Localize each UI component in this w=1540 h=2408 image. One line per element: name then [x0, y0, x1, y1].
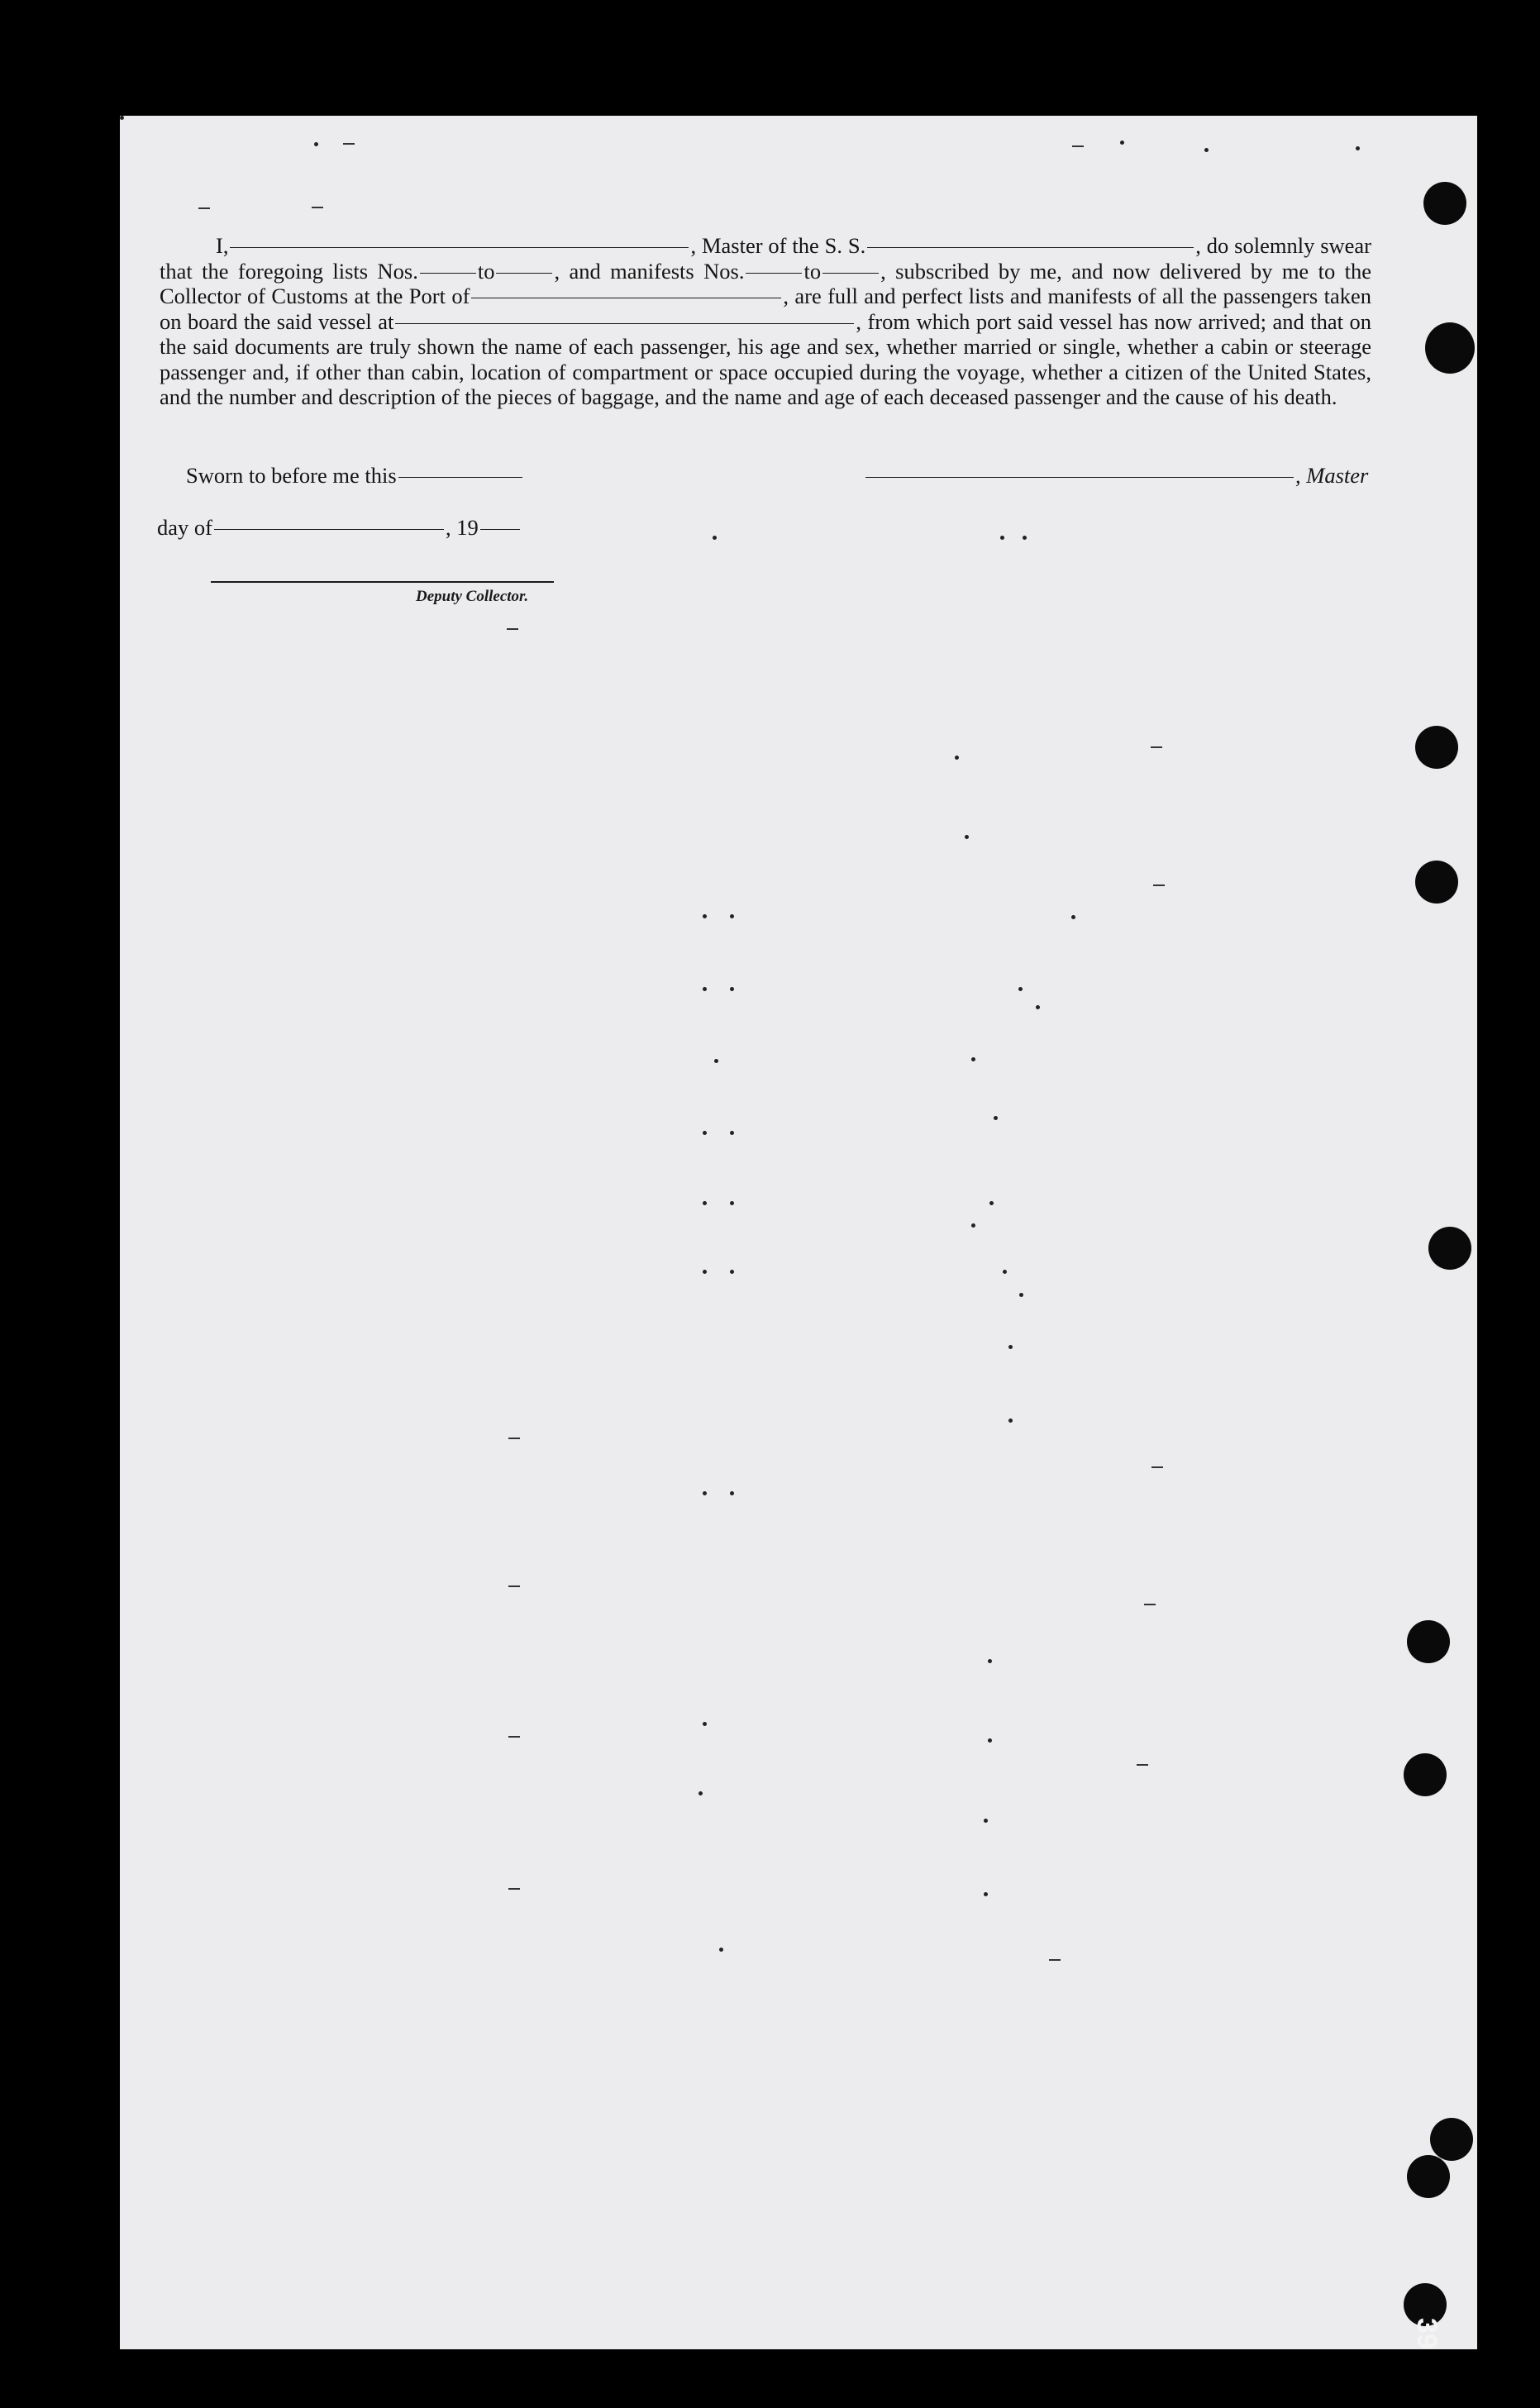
master-name-field[interactable]	[230, 246, 689, 248]
punch-hole-icon	[1423, 182, 1466, 225]
sworn-label: Sworn to before me this	[186, 463, 397, 488]
speck	[698, 1791, 703, 1795]
speck	[703, 1270, 707, 1274]
speck	[1003, 1270, 1007, 1274]
master-signature-line	[864, 463, 1368, 489]
page-number: 39	[1411, 2318, 1442, 2349]
speck	[971, 1057, 975, 1061]
deputy-collector-label: Deputy Collector.	[416, 588, 529, 605]
oath-text-1: I,	[216, 233, 229, 258]
speck	[1137, 1764, 1148, 1766]
speck	[507, 628, 518, 630]
speck	[984, 1819, 988, 1823]
date-line	[157, 515, 522, 541]
oath-text-3: , do solemnly swear that the foregoing lists Nos.	[160, 233, 1372, 284]
speck	[314, 142, 318, 146]
master-label: , Master	[1295, 463, 1369, 488]
speck	[1036, 1005, 1040, 1009]
speck	[1008, 1419, 1013, 1423]
punch-hole-icon	[1415, 861, 1458, 904]
speck	[989, 1201, 994, 1205]
speck	[703, 987, 707, 991]
year-field[interactable]	[480, 528, 520, 530]
list-from-field[interactable]	[420, 272, 476, 274]
punch-hole-icon	[1407, 1620, 1450, 1663]
speck	[714, 1059, 718, 1063]
speck	[730, 1491, 734, 1495]
speck	[703, 914, 707, 918]
speck	[713, 536, 717, 540]
speck	[971, 1223, 975, 1228]
manifest-from-field[interactable]	[746, 272, 802, 274]
speck	[994, 1116, 998, 1120]
oath-text-4: to	[477, 258, 495, 284]
speck	[730, 987, 734, 991]
speck	[1018, 987, 1023, 991]
ship-name-field[interactable]	[867, 246, 1194, 248]
speck	[1008, 1345, 1013, 1349]
speck	[1153, 885, 1165, 886]
oath-text-9: , from which port said vessel has now arrived; and that on the said documents are truly shown the name of each passenger, his age and sex, whether married or single, whether a cabin or steerage passenger and, if other than cabin, location of compartment or space occupied during the voyage, whether a citizen of the United States, and the number and description of the pieces of baggage, and the name and age of each deceased passenger and the cause of his death.	[160, 308, 1371, 409]
speck	[703, 1491, 707, 1495]
speck	[1204, 148, 1209, 152]
speck	[1144, 1604, 1156, 1605]
speck	[730, 1201, 734, 1205]
port-field[interactable]	[471, 297, 781, 298]
oath-text-6: to	[803, 258, 822, 284]
speck	[120, 116, 124, 120]
speck	[508, 1438, 520, 1439]
oath-text-5: , and manifests Nos.	[554, 258, 745, 284]
oath-text-8: , are full and perfect lists and manifests of all the passengers taken on board the said vessel at	[160, 284, 1371, 334]
sworn-line	[186, 463, 524, 489]
speck	[984, 1892, 988, 1896]
punch-hole-icon	[1425, 322, 1475, 374]
speck	[1049, 1959, 1061, 1961]
oath-paragraph	[160, 233, 1371, 410]
oath-text-7: , subscribed by me, and now delivered by me to the Collector of Customs at the Port of	[160, 258, 1372, 308]
list-to-field[interactable]	[496, 272, 552, 274]
speck	[955, 756, 959, 760]
speck	[1072, 145, 1084, 147]
oath-text-2: , Master of the S. S.	[690, 233, 866, 258]
speck	[343, 143, 355, 145]
form-page	[120, 116, 1477, 2349]
speck	[198, 207, 210, 209]
speck	[730, 1131, 734, 1135]
speck	[1151, 746, 1162, 748]
speck	[508, 1585, 520, 1587]
speck	[508, 1736, 520, 1738]
speck	[703, 1201, 707, 1205]
deputy-signature-line[interactable]	[211, 581, 554, 583]
speck	[1023, 536, 1027, 540]
speck	[1356, 146, 1360, 150]
speck	[988, 1738, 992, 1743]
punch-hole-icon	[1404, 1753, 1447, 1796]
speck	[965, 835, 969, 839]
punch-hole-icon	[1407, 2155, 1450, 2198]
speck	[1120, 141, 1124, 145]
speck	[703, 1722, 707, 1726]
speck	[730, 914, 734, 918]
speck	[312, 207, 323, 208]
master-signature-field[interactable]	[865, 476, 1294, 478]
year-prefix: , 19	[445, 515, 479, 540]
speck	[703, 1131, 707, 1135]
speck	[988, 1659, 992, 1663]
speck	[730, 1270, 734, 1274]
punch-hole-icon	[1430, 2118, 1473, 2161]
speck	[1019, 1293, 1023, 1297]
manifest-to-field[interactable]	[822, 272, 879, 274]
punch-hole-icon	[1415, 726, 1458, 769]
port-of-departure-field[interactable]	[395, 322, 854, 324]
sworn-day-field[interactable]	[398, 476, 522, 478]
punch-hole-icon	[1428, 1227, 1471, 1270]
day-of-label: day of	[157, 515, 212, 540]
speck	[719, 1948, 723, 1952]
speck	[1151, 1466, 1163, 1468]
speck	[1071, 915, 1075, 919]
month-field[interactable]	[214, 528, 444, 530]
speck	[1000, 536, 1004, 540]
speck	[508, 1888, 520, 1890]
